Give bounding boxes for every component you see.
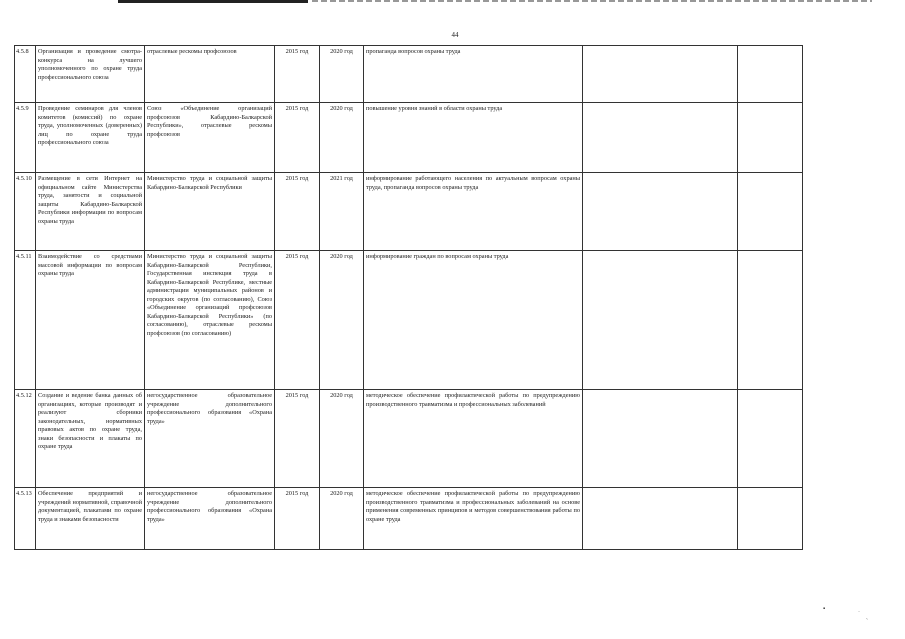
empty-cell: [583, 173, 738, 251]
executor: Министерство труда и социальной защиты Кабардино-Балкарской Республики: [145, 173, 275, 251]
expected-result: методическое обеспечение профилактической работы по предупреждению производственного травматизма и профессиональных заболеваний на основе применения современных принципов и методов совершенствования работы по охране труда: [364, 488, 583, 550]
start-year: 2015 год: [275, 488, 320, 550]
start-year: 2015 год: [275, 103, 320, 173]
table-row: [15, 251, 803, 390]
end-year: 2020 год: [320, 488, 364, 550]
page-number: 44: [451, 31, 459, 39]
empty-cell: [738, 251, 803, 390]
measure-name: Проведение семинаров для членов комитетов (комиссий) по охране труда, уполномоченных (доверенных) лиц по охране труда профессионального союза: [36, 103, 145, 173]
table-row: [15, 390, 803, 488]
expected-result: пропаганда вопросов охраны труда: [364, 46, 583, 103]
scan-speck: ˙: [858, 611, 860, 617]
row-number: 4.5.8: [15, 46, 36, 103]
table-row: [15, 488, 803, 550]
expected-result: методическое обеспечение профилактической работы по предупреждению производственного травматизма и профессиональных заболеваний: [364, 390, 583, 488]
empty-cell: [738, 103, 803, 173]
expected-result: повышение уровня знаний в области охраны труда: [364, 103, 583, 173]
table-row: [15, 173, 803, 251]
end-year: 2020 год: [320, 390, 364, 488]
end-year: 2020 год: [320, 251, 364, 390]
measure-name: Взаимодействие со средствами массовой информации по вопросам охраны труда: [36, 251, 145, 390]
scan-artifact-top-left: [118, 0, 308, 3]
start-year: 2015 год: [275, 251, 320, 390]
empty-cell: [738, 46, 803, 103]
row-number: 4.5.10: [15, 173, 36, 251]
scan-speck: ▪: [823, 606, 826, 612]
end-year: 2020 год: [320, 103, 364, 173]
start-year: 2015 год: [275, 390, 320, 488]
empty-cell: [738, 488, 803, 550]
executor: негосударственное образовательное учреждение дополнительного профессионального образования «Охрана труда»: [145, 390, 275, 488]
empty-cell: [583, 488, 738, 550]
table-row: [15, 46, 803, 103]
row-number: 4.5.9: [15, 103, 36, 173]
executor: Союз «Объединение организаций профсоюзов Кабардино-Балкарской Республики», отраслевые рескомы профсоюзов: [145, 103, 275, 173]
measure-name: Создание и ведение банка данных об организациях, которые производят и реализуют сборники законодательных, нормативных правовых актов по охране труда, знаки безопасности и плакаты по охране труда: [36, 390, 145, 488]
row-number: 4.5.12: [15, 390, 36, 488]
empty-cell: [583, 103, 738, 173]
executor: Министерство труда и социальной защиты Кабардино-Балкарской Республики, Государственная инспекция труда в Кабардино-Балкарской Республике, местные администрации муниципальных районов и городских округов (по согласованию), Союз «Объединение организаций профсоюзов Кабардино-Балкарской Республики» (по согласованию), отраслевые рескомы профсоюзов (по согласованию): [145, 251, 275, 390]
table-row: [15, 103, 803, 173]
empty-cell: [583, 46, 738, 103]
empty-cell: [583, 390, 738, 488]
empty-cell: [583, 251, 738, 390]
executor: отраслевые рескомы профсоюзов: [145, 46, 275, 103]
start-year: 2015 год: [275, 173, 320, 251]
end-year: 2021 год: [320, 173, 364, 251]
measure-name: Организация и проведение смотра-конкурса на лучшего уполномоченного по охране труда профессионального союза: [36, 46, 145, 103]
measures-table: [14, 45, 803, 550]
empty-cell: [738, 173, 803, 251]
expected-result: информирование граждан по вопросам охраны труда: [364, 251, 583, 390]
scan-artifact-top-right: [312, 0, 872, 2]
measure-name: Размещение в сети Интернет на официальном сайте Министерства труда, занятости и социальной защиты Кабардино-Балкарской Республики информации по вопросам охраны труда: [36, 173, 145, 251]
end-year: 2020 год: [320, 46, 364, 103]
executor: негосударственное образовательное учреждение дополнительного профессионального образования «Охрана труда»: [145, 488, 275, 550]
measure-name: Обеспечение предприятий и учреждений нормативной, справочной документацией, плакатами по охране труда и знаками безопасности: [36, 488, 145, 550]
empty-cell: [738, 390, 803, 488]
scan-speck: ˎ: [866, 614, 868, 620]
row-number: 4.5.11: [15, 251, 36, 390]
expected-result: информирование работающего населения по актуальным вопросам охраны труда, пропаганда вопросов охраны труда: [364, 173, 583, 251]
start-year: 2015 год: [275, 46, 320, 103]
row-number: 4.5.13: [15, 488, 36, 550]
